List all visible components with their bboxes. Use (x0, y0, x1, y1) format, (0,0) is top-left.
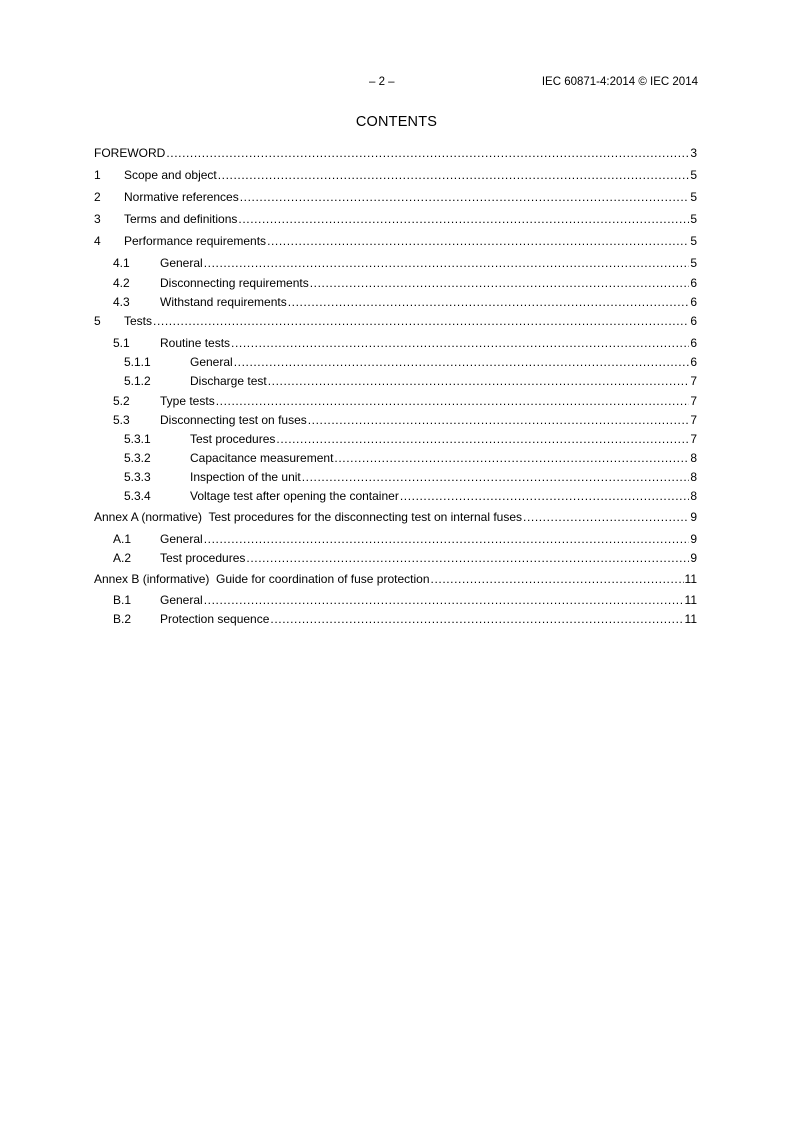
toc-entry-title: General (160, 593, 203, 607)
contents-heading: CONTENTS (355, 114, 438, 130)
toc-entry-title: Terms and definitions (124, 212, 238, 226)
toc-entry-number: 2 (94, 190, 101, 204)
toc-entry-number: 5 (94, 314, 101, 328)
toc-entry-title: Tests (124, 314, 153, 328)
toc-entry-page: 6 (690, 355, 697, 369)
toc-entry-page: 8 (690, 451, 697, 465)
toc-dot-leader (270, 611, 683, 627)
toc-dot-leader (153, 313, 689, 329)
toc-entry[interactable] (94, 509, 697, 525)
toc-dot-leader (268, 373, 690, 389)
toc-entry-title: Annex A (normative) Test procedures for the disconnecting test on internal fuses (94, 510, 523, 524)
toc-entry-number: A.2 (113, 551, 132, 565)
toc-entry-page: 7 (690, 374, 697, 388)
toc-entry-number: B.1 (113, 593, 132, 607)
toc-dot-leader (334, 450, 689, 466)
toc-entry-number: 1 (94, 168, 101, 182)
toc-entry-page: 8 (690, 470, 697, 484)
toc-entry-number: 4.1 (113, 256, 130, 270)
toc-dot-leader (218, 167, 690, 183)
toc-entry-number: 4.2 (113, 276, 130, 290)
toc-entry-title: Performance requirements (124, 234, 267, 248)
toc-dot-leader (204, 255, 690, 271)
toc-dot-leader (310, 275, 690, 291)
toc-entry-number: 5.1.1 (124, 355, 151, 369)
toc-entry-number: 4 (94, 234, 101, 248)
toc-dot-leader (267, 233, 689, 249)
toc-entry[interactable] (94, 275, 697, 291)
toc-entry[interactable] (94, 233, 697, 249)
toc-entry-title: FOREWORD (94, 146, 166, 160)
toc-entry-page: 11 (684, 572, 697, 586)
toc-entry-number: 5.1 (113, 336, 130, 350)
toc-dot-leader (204, 592, 684, 608)
toc-dot-leader (166, 145, 689, 161)
toc-entry-title: Withstand requirements (160, 295, 287, 309)
toc-entry[interactable] (94, 431, 697, 447)
toc-entry[interactable] (94, 313, 697, 329)
toc-dot-leader (238, 211, 689, 227)
toc-entry-number: 5.3.1 (124, 432, 151, 446)
toc-entry[interactable] (94, 354, 697, 370)
page-header (0, 76, 793, 92)
toc-entry-page: 5 (690, 212, 697, 226)
toc-entry-page: 11 (684, 612, 697, 626)
toc-entry[interactable] (94, 531, 697, 547)
toc-entry[interactable] (94, 592, 697, 608)
toc-dot-leader (231, 335, 689, 351)
toc-entry-number: 5.3 (113, 413, 130, 427)
toc-entry-title: Voltage test after opening the container (190, 489, 399, 503)
toc-dot-leader (302, 469, 690, 485)
toc-entry[interactable] (94, 335, 697, 351)
toc-entry-title: Test procedures (160, 551, 246, 565)
toc-entry-page: 9 (690, 510, 697, 524)
toc-entry-page: 5 (690, 234, 697, 248)
toc-dot-leader (246, 550, 689, 566)
toc-entry-page: 5 (690, 190, 697, 204)
toc-dot-leader (276, 431, 689, 447)
toc-entry-title: General (190, 355, 233, 369)
toc-entry-page: 8 (690, 489, 697, 503)
toc-entry-title: Capacitance measurement (190, 451, 334, 465)
toc-dot-leader (523, 509, 689, 525)
toc-entry[interactable] (94, 412, 697, 428)
toc-entry-title: Normative references (124, 190, 239, 204)
toc-dot-leader (216, 393, 690, 409)
toc-entry-number: 5.3.2 (124, 451, 151, 465)
toc-entry[interactable] (94, 189, 697, 205)
toc-entry-title: Scope and object (124, 168, 217, 182)
toc-entry[interactable] (94, 450, 697, 466)
toc-entry-title: Type tests (160, 394, 215, 408)
toc-entry-title: Protection sequence (160, 612, 270, 626)
toc-entry[interactable] (94, 294, 697, 310)
toc-entry-page: 5 (690, 256, 697, 270)
toc-entry-page: 7 (690, 413, 697, 427)
toc-entry-page: 7 (690, 432, 697, 446)
toc-entry-page: 11 (684, 593, 697, 607)
toc-entry-number: B.2 (113, 612, 132, 626)
toc-entry-page: 5 (690, 168, 697, 182)
toc-entry-number: 3 (94, 212, 101, 226)
toc-dot-leader (204, 531, 690, 547)
toc-entry-title: General (160, 256, 203, 270)
toc-entry-page: 6 (690, 276, 697, 290)
toc-dot-leader (308, 412, 690, 428)
toc-entry-title: Annex B (informative) Guide for coordination of fuse protection (94, 572, 430, 586)
toc-entry-page: 7 (690, 394, 697, 408)
toc-entry-number: 5.3.4 (124, 489, 151, 503)
toc-entry[interactable] (94, 211, 697, 227)
toc-entry-page: 6 (690, 295, 697, 309)
toc-entry-number: 5.1.2 (124, 374, 151, 388)
toc-entry-title: Routine tests (160, 336, 231, 350)
toc-entry-title: Test procedures (190, 432, 276, 446)
toc-entry-number: 5.2 (113, 394, 130, 408)
toc-entry[interactable] (94, 611, 697, 627)
toc-entry[interactable] (94, 373, 697, 389)
toc-dot-leader (400, 488, 689, 504)
toc-entry[interactable] (94, 167, 697, 183)
toc-entry-title: Inspection of the unit (190, 470, 301, 484)
page-number: – 2 – (369, 76, 395, 88)
toc-entry[interactable] (94, 571, 697, 587)
document-id: IEC 60871-4:2014 © IEC 2014 (541, 76, 698, 88)
toc-entry[interactable] (94, 550, 697, 566)
toc-entry-page: 6 (690, 336, 697, 350)
toc-entry-title: General (160, 532, 203, 546)
toc-entry-page: 9 (690, 551, 697, 565)
toc-entry-title: Discharge test (190, 374, 267, 388)
toc-dot-leader (431, 571, 684, 587)
toc-entry[interactable] (94, 393, 697, 409)
toc-entry-title: Disconnecting requirements (160, 276, 309, 290)
toc-entry-page: 3 (690, 146, 697, 160)
toc-entry-page: 6 (690, 314, 697, 328)
toc-entry-title: Disconnecting test on fuses (160, 413, 307, 427)
toc-entry-number: 5.3.3 (124, 470, 151, 484)
toc-entry[interactable] (94, 469, 697, 485)
toc-entry[interactable] (94, 488, 697, 504)
toc-entry-number: 4.3 (113, 295, 130, 309)
toc-entry-number: A.1 (113, 532, 132, 546)
toc-dot-leader (234, 354, 690, 370)
toc-entry[interactable] (94, 145, 697, 161)
toc-dot-leader (240, 189, 690, 205)
toc-entry-page: 9 (690, 532, 697, 546)
toc-entry[interactable] (94, 255, 697, 271)
toc-dot-leader (288, 294, 690, 310)
